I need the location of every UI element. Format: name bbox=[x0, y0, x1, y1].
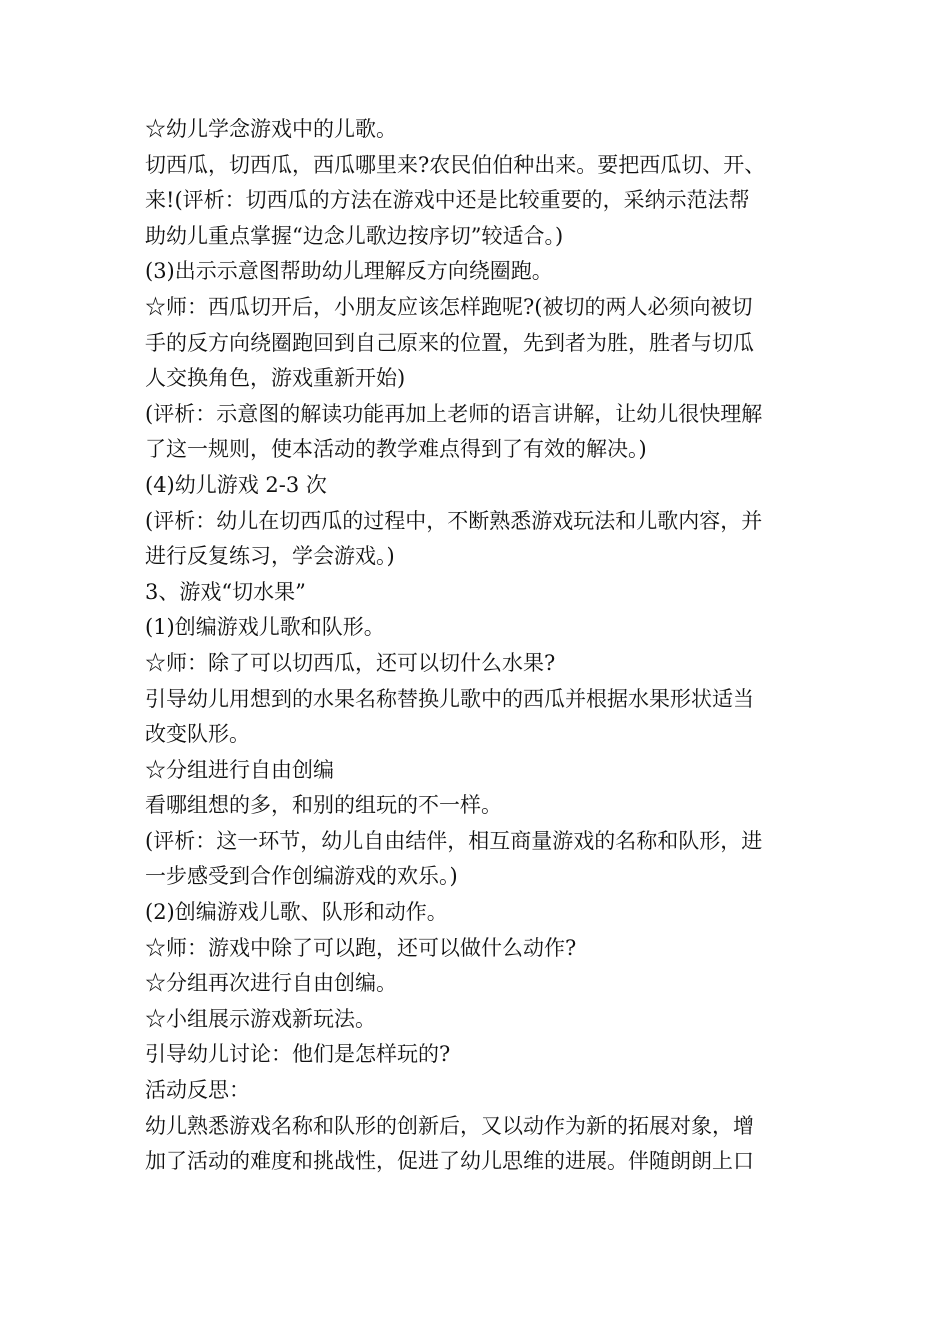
text-line: ☆师：除了可以切西瓜，还可以切什么水果? bbox=[145, 650, 556, 675]
text-line: (评析：这一环节，幼儿自由结伴，相互商量游戏的名称和队形，进 bbox=[145, 828, 763, 853]
text-line: 3、游戏“切水果” bbox=[145, 579, 306, 604]
text-line: (2)创编游戏儿歌、队形和动作。 bbox=[145, 900, 448, 925]
text-line: ☆师：西瓜切开后，小朋友应该怎样跑呢?(被切的两人必须向被切 bbox=[145, 294, 753, 319]
text-line: 人交换角色，游戏重新开始) bbox=[145, 366, 406, 391]
text-line: 切西瓜，切西瓜，西瓜哪里来?农民伯伯种出来。要把西瓜切、开、 bbox=[145, 152, 766, 177]
text-line: 了这一规则，使本活动的教学难点得到了有效的解决。) bbox=[145, 437, 647, 462]
text-line: (1)创编游戏儿歌和队形。 bbox=[145, 615, 385, 640]
text-line: 引导幼儿用想到的水果名称替换儿歌中的西瓜并根据水果形状适当 bbox=[145, 686, 754, 711]
text-line: (4)幼儿游戏 2-3 次 bbox=[145, 472, 327, 497]
text-line: ☆师：游戏中除了可以跑，还可以做什么动作? bbox=[145, 935, 577, 960]
text-line: 看哪组想的多，和别的组玩的不一样。 bbox=[145, 793, 502, 818]
text-line: (评析：示意图的解读功能再加上老师的语言讲解，让幼儿很快理解 bbox=[145, 401, 763, 426]
text-line: 助幼儿重点掌握“边念儿歌边按序切”较适合。) bbox=[145, 223, 564, 248]
text-line: 引导幼儿讨论：他们是怎样玩的? bbox=[145, 1042, 451, 1067]
text-line: 一步感受到合作创编游戏的欢乐。) bbox=[145, 864, 458, 889]
text-line: ☆分组再次进行自由创编。 bbox=[145, 971, 397, 996]
text-line: 进行反复练习，学会游戏。) bbox=[145, 544, 395, 569]
text-line: 来!(评析：切西瓜的方法在游戏中还是比较重要的，采纳示范法帮 bbox=[145, 188, 750, 213]
text-line: ☆小组展示游戏新玩法。 bbox=[145, 1006, 376, 1031]
text-line: 活动反思： bbox=[145, 1078, 250, 1103]
text-line: (3)出示示意图帮助幼儿理解反方向绕圈跑。 bbox=[145, 259, 553, 284]
text-line: 改变队形。 bbox=[145, 722, 250, 747]
text-line: 手的反方向绕圈跑回到自己原来的位置，先到者为胜，胜者与切瓜 bbox=[145, 330, 754, 355]
text-line: (评析：幼儿在切西瓜的过程中，不断熟悉游戏玩法和儿歌内容，并 bbox=[145, 508, 763, 533]
document-body bbox=[145, 112, 810, 1180]
text-line: ☆分组进行自由创编 bbox=[145, 757, 334, 782]
text-line: ☆幼儿学念游戏中的儿歌。 bbox=[145, 117, 397, 141]
text-line: 幼儿熟悉游戏名称和队形的创新后，又以动作为新的拓展对象，增 bbox=[145, 1113, 754, 1138]
text-line: 加了活动的难度和挑战性，促进了幼儿思维的进展。伴随朗朗上口 bbox=[145, 1149, 754, 1174]
